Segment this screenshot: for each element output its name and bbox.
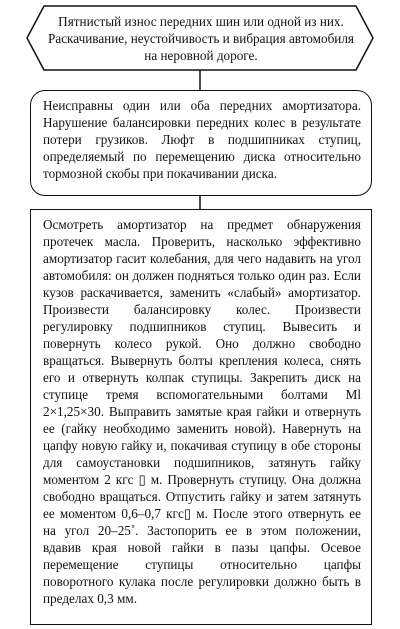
symptom-text: Пятнистый износ передних шин или одной из них. Раскачивание, неустойчивость и вибрация автомобиля на неровной дороге. <box>48 14 354 63</box>
cause-box <box>30 90 372 196</box>
action-text: Осмотреть амортизатор на предмет обнаружения протечек масла. Проверить, насколько эффективно амортизатор гасит колебания, для чего надавить на угол автомобиля: он должен подняться только один раз. Если кузов раскачивается, заменить «слабый» амортизатор. Произвести балансировку колес. Произвести регулировку подшипников ступиц. Вывесить и повернуть колесо рукой. Оно должно свободно вращаться. Вывернуть болты крепления колеса, снять его и отвернуть колпак ступицы. Закрепить диск на ступице тремя вспомогательными болтами Ml 2×1,25×30. Выправить замятые края гайки и отвернуть ее (гайку необходимо заменить новой). Навернуть на цапфу новую гайку и, покачивая ступицу в обе стороны для самоустановки подшипников, затянуть гайку моментом 2 кгс ▯ м. Провернуть ступицу. Она должна свободно вращаться. Отпустить гайку и затем затянуть ее моментом 0,6–0,7 кгс▯ м. После этого отвернуть ее на угол 20–25˚. Застопорить ее в этом положении, вдавив края новой гайки в пазы цапфы. Осевое перемещение ступицы относительно цапфы поворотного кулака после регулировки должно быть в пределах 0,3 мм. <box>43 217 361 606</box>
cause-text: Неисправны один или оба передних амортизатора. Нарушение балансировки передних колес в результате потери грузиков. Люфт в подшипниках ступиц, определяемый по перемещению диска относительно тормозной скобы при покачивании диска. <box>43 98 361 181</box>
action-box <box>30 209 372 625</box>
